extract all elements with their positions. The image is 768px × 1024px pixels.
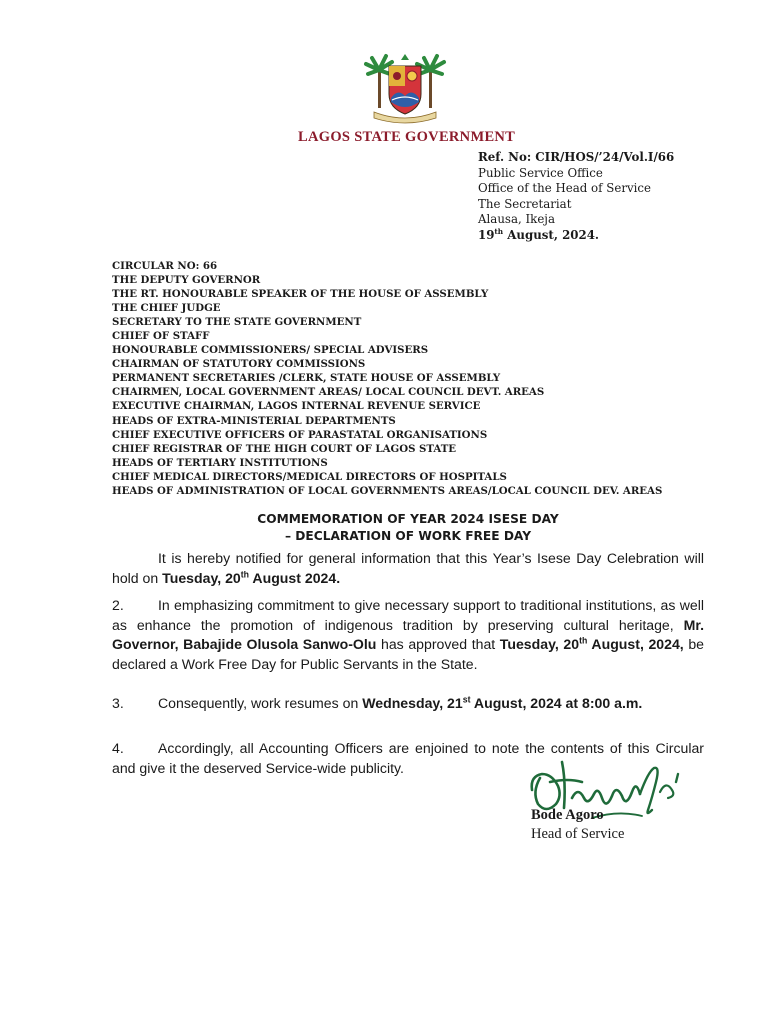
paragraph-2: 2. In emphasizing commitment to give necessary support to traditional institutions, as well as enhance the promotion of indigenous tradition by preserving cultural heritage, Mr. Governor, Babajide Olusola Sanwo-Olu has approved that Tuesday, 20th August, 2024, be declared a Work Free Day for Public Servants in the State. — [112, 597, 704, 672]
office-line: Public Service Office — [478, 165, 603, 180]
reference-number: Ref. No: CIR/HOS/’24/Vol.I/66 — [478, 150, 675, 164]
addressee-line: HONOURABLE COMMISSIONERS/ SPECIAL ADVISERS — [112, 344, 429, 357]
addressee-line: THE DEPUTY GOVERNOR — [112, 274, 261, 287]
addressee-line: THE RT. HONOURABLE SPEAKER OF THE HOUSE OF ASSEMBLY — [112, 288, 489, 301]
signatory-name: Bode Agoro — [531, 807, 604, 823]
addressee-line: CHAIRMAN OF STATUTORY COMMISSIONS — [112, 358, 366, 371]
addressee-line: CHAIRMEN, LOCAL GOVERNMENT AREAS/ LOCAL COUNCIL DEVT. AREAS — [112, 386, 545, 399]
subject-line-1: COMMEMORATION OF YEAR 2024 ISESE DAY — [257, 512, 559, 526]
place-line: The Secretariat — [478, 196, 572, 211]
lagos-state-crest-logo — [362, 50, 448, 126]
paragraph-1: It is hereby notified for general information that this Year’s Isese Day Celebration will hold on Tuesday, 20th August 2024. — [112, 550, 704, 586]
subject-line-2: – DECLARATION OF WORK FREE DAY — [284, 529, 532, 543]
addressee-line: CIRCULAR NO: 66 — [112, 260, 218, 272]
addressee-line: HEADS OF ADMINISTRATION OF LOCAL GOVERNMENTS AREAS/LOCAL COUNCIL DEV. AREAS — [112, 484, 663, 497]
addressee-line: EXECUTIVE CHAIRMAN, LAGOS INTERNAL REVENUE SERVICE — [112, 400, 481, 413]
city-line: Alausa, Ikeja — [478, 212, 555, 227]
reference-block — [478, 150, 674, 244]
addressee-line: CHIEF OF STAFF — [112, 330, 210, 343]
addressee-line: HEADS OF EXTRA-MINISTERIAL DEPARTMENTS — [112, 414, 396, 427]
addressee-line: HEADS OF TERTIARY INSTITUTIONS — [112, 456, 328, 469]
addressee-line: CHIEF REGISTRAR OF THE HIGH COURT OF LAGOS STATE — [112, 442, 457, 455]
addressee-line: THE CHIEF JUDGE — [112, 302, 221, 315]
addressee-line: CHIEF EXECUTIVE OFFICERS OF PARASTATAL ORGANISATIONS — [112, 428, 488, 441]
addressee-line: PERMANENT SECRETARIES /CLERK, STATE HOUSE OF ASSEMBLY — [112, 372, 501, 385]
addressee-list — [112, 259, 662, 498]
addressee-line: CHIEF MEDICAL DIRECTORS/MEDICAL DIRECTORS OF HOSPITALS — [112, 470, 507, 483]
signatory-block — [531, 806, 624, 844]
paragraph-3: 3. Consequently, work resumes on Wednesday, 21st August, 2024 at 8:00 a.m. — [112, 694, 643, 711]
signatory-title: Head of Service — [531, 826, 625, 842]
paragraph-4: 4. Accordingly, all Accounting Officers are enjoined to note the contents of this Circular and give it the deserved Service-wide publicity. — [112, 740, 704, 776]
government-title: LAGOS STATE GOVERNMENT — [298, 129, 516, 145]
subject-heading — [112, 511, 704, 545]
office-line-2: Office of the Head of Service — [478, 181, 652, 196]
document-date: 19th August, 2024. — [478, 227, 600, 242]
addressee-line: SECRETARY TO THE STATE GOVERNMENT — [112, 316, 362, 329]
